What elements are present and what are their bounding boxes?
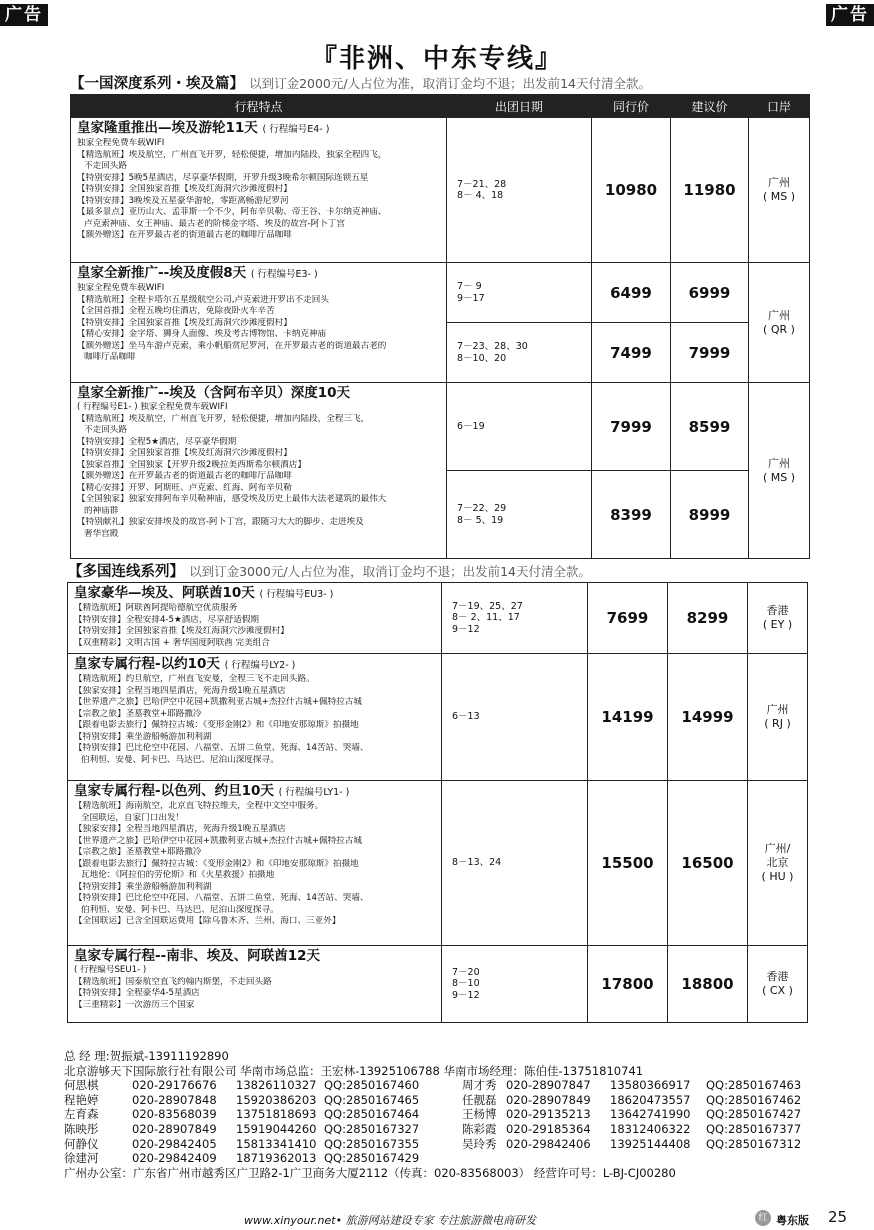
departure-date: 8－10、20 — [457, 352, 507, 364]
trip-detail-line: ( 行程编号SEU1- ) — [74, 965, 147, 975]
port-line: ( MS ) — [762, 190, 796, 203]
departure-dates — [442, 583, 588, 654]
table-row — [68, 654, 808, 781]
contact-field: 020-83568039 — [132, 1107, 217, 1122]
trip-detail-line: 【世界遗产之旅】巴哈伊空中花园+凯撒利亚古城+杰拉什古城+佩特拉古城 — [74, 697, 363, 707]
departure-dates — [442, 946, 588, 1023]
contact-row — [64, 1078, 824, 1093]
contact-field: 程艳婷 — [64, 1092, 99, 1107]
port-line: 北京 — [766, 856, 789, 869]
edition-label: 粤东版 — [776, 1214, 809, 1227]
trip-detail-line: 【特别安排】5晚5星酒店，尽享豪华假期，开罗升级3晚希尔顿国际连锁五星 — [77, 172, 369, 183]
trip-detail-line: 【特别安排】巴比伦空中花园、八福堂、五饼二鱼堂、死海、14苦站、哭墙、 — [74, 743, 369, 753]
contact-field: 陈彩霞 — [462, 1121, 497, 1136]
trip-detail-line: 不走回头路 — [84, 161, 127, 171]
departure-dates — [447, 471, 592, 559]
office-address: 广州办公室：广东省广州市越秀区广卫路2-1广卫商务大厦2112（传真：020-83568003） 经营许可号：L-BJ-CJ00280 — [64, 1165, 676, 1180]
departure-dates — [447, 263, 592, 323]
trip-detail-line: 的神庙群 — [84, 505, 119, 516]
trip-code: ( 行程编号E4- ) — [262, 124, 330, 135]
departure-port — [748, 654, 808, 781]
peer-price: 14199 — [588, 654, 668, 781]
contact-field: 陈映彤 — [64, 1121, 99, 1136]
page-number: 25 — [828, 1208, 848, 1226]
trip-detail-line: 【精心安排】开罗、阿斯旺、卢克索、红海、阿布辛贝勒 — [77, 482, 292, 493]
trip-detail-line: 【特别安排】全程豪华4-5星酒店 — [74, 988, 200, 998]
retail-price: 8999 — [671, 471, 749, 559]
trip-detail-line: 【额外赠送】在开罗最古老的街道最古老的咖啡厅品咖啡 — [77, 230, 292, 240]
contact-row — [64, 1122, 824, 1137]
trip-detail-line: 【额外赠送】坐马车游卢克索，乘小帆船赏尼罗河，在开罗最古老的街道最古老的 — [77, 340, 387, 351]
table-row — [68, 946, 808, 1023]
section2-heading — [68, 560, 591, 581]
departure-dates — [442, 654, 588, 781]
section1-note: 以到订金2000元/人占位为准，取消订金均不退；出发前14天付清全款。 — [249, 76, 651, 91]
departure-date: 7－20 — [452, 966, 480, 978]
port-line: 广州 — [768, 456, 790, 470]
section1-title: 【一国深度系列・埃及篇】 — [70, 76, 244, 92]
table-header-row — [71, 95, 810, 118]
trip-code: ( 行程编号E3- ) — [250, 269, 318, 280]
trip-description — [68, 583, 442, 654]
contact-field: 020-29176676 — [132, 1078, 217, 1093]
trip-description — [68, 781, 442, 946]
contact-field: 周才秀 — [462, 1078, 497, 1093]
table-row — [71, 263, 810, 323]
section1-heading — [70, 72, 651, 93]
company-line: 北京游够天下国际旅行社有限公司 华南市场总监：王宏林-13925106788 华南市场经理：陈伯佳-13751810741 — [64, 1063, 644, 1078]
contact-row — [64, 1093, 824, 1108]
contact-field: 020-28907849 — [132, 1121, 217, 1136]
departure-port — [749, 263, 810, 383]
departure-dates — [447, 118, 592, 263]
port-line: ( RJ ) — [764, 717, 791, 730]
contact-field: 15920386203 — [236, 1092, 317, 1107]
trip-detail-line: 【特别安排】全国独家首推【埃及红海洞穴沙滩度假村】 — [77, 317, 292, 328]
retail-price: 8299 — [668, 583, 748, 654]
trip-detail-line: 【精选航班】埃及航空，广州直飞开罗，轻松便捷，增加内陆段，独家全程四飞， — [77, 149, 387, 160]
trip-detail-line: 奢华宫殿 — [84, 528, 119, 539]
retail-price: 14999 — [668, 654, 748, 781]
section2-note: 以到订金3000元/人占位为准，取消订金均不退；出发前14天付清全款。 — [189, 564, 591, 579]
table-row — [71, 383, 810, 471]
port-line: ( CX ) — [762, 984, 793, 997]
contact-field: QQ:2850167462 — [706, 1092, 802, 1107]
table-row — [71, 118, 810, 263]
header-port: 口岸 — [749, 95, 810, 118]
trip-name: 皇家专属行程--南非、埃及、阿联酋12天 — [74, 948, 320, 964]
trip-detail-line: 独家全程免费车载WIFI — [77, 283, 165, 293]
peer-price: 17800 — [588, 946, 668, 1023]
trip-detail-line: 【特别安排】全国独家首推【埃及红海洞穴沙滩度假村】 — [74, 626, 289, 636]
contact-field: 18620473557 — [610, 1092, 691, 1107]
departure-date: 8－13、24 — [452, 857, 502, 869]
trip-detail-line: 【特别安排】3晚埃及五星豪华游轮，零距离畅游尼罗河 — [77, 195, 289, 206]
contact-field: 020-29842406 — [506, 1136, 591, 1151]
contact-field: 020-28907847 — [506, 1078, 591, 1093]
departure-date: 7－ 9 — [457, 281, 482, 292]
section2-title: 【多国连线系列】 — [68, 564, 184, 580]
retail-price: 6999 — [671, 263, 749, 323]
trip-detail-line: 【宗教之旅】圣墓教堂+耶路撒冷 — [74, 708, 202, 719]
trip-title — [74, 783, 437, 801]
trip-detail-line: 卢克索神庙、女王神庙、最古老的阶梯金字塔、埃及的故宫-阿卜丁宫 — [84, 218, 345, 229]
trip-detail-line: 全国联运，自家门口出发！ — [81, 812, 185, 823]
trip-detail-line: 【特别安排】乘坐游船畅游加利利湖 — [74, 881, 212, 892]
port-line: ( QR ) — [763, 322, 795, 336]
contact-field: 020-29842405 — [132, 1136, 217, 1151]
trip-detail-line: 【特别安排】巴比伦空中花园、八福堂、五饼二鱼堂、死海、14苦站、哭墙、 — [74, 893, 369, 903]
trip-description — [68, 654, 442, 781]
contact-field: QQ:2850167327 — [324, 1121, 420, 1136]
trip-detail-line: 伯利恒、安曼、阿卡巴、马达巴、尼泊山深度探寻。 — [81, 754, 279, 765]
departure-date: 7－22、29 — [457, 503, 507, 514]
trip-detail-line: 【世界遗产之旅】巴哈伊空中花园+凯撒利亚古城+杰拉什古城+佩特拉古城 — [74, 835, 363, 846]
trip-name: 皇家隆重推出—埃及游轮11天 — [77, 120, 258, 136]
trip-name: 皇家豪华—埃及、阿联酋10天 — [74, 585, 255, 601]
contact-field: 18312406322 — [610, 1121, 691, 1136]
footer-slogan: www.xinyour.net• 旅游网站建设专家 专注旅游微电商研发 — [244, 1214, 537, 1227]
trip-code: ( 行程编号LY2- ) — [224, 660, 296, 671]
trip-title — [77, 385, 442, 402]
table-row — [68, 781, 808, 946]
peer-price: 15500 — [588, 781, 668, 946]
trip-detail-line: 【精选航班】约旦航空，广州直飞安曼，全程三飞不走回头路。 — [74, 674, 315, 684]
trip-detail-line: 【特别安排】全国独家首推【埃及红海洞穴沙滩度假村】 — [77, 448, 292, 458]
departure-date: 6－19 — [457, 420, 485, 432]
trip-detail-line: 【精选航班】国泰航空直飞约翰内斯堡，不走回头路 — [74, 976, 272, 987]
port-line: ( EY ) — [762, 618, 793, 631]
contact-field: QQ:2850167463 — [706, 1078, 802, 1093]
departure-date: 6－13 — [452, 711, 480, 723]
trip-name: 皇家全新推广--埃及（含阿布辛贝）深度10天 — [77, 385, 350, 401]
port-line: 香港 — [766, 970, 789, 983]
port-line: 广州 — [766, 703, 789, 716]
trip-detail-line: 【全国独家】独家安排阿布辛贝勒神庙，感受埃及历史上最伟大法老建筑的最伟大 — [77, 494, 387, 504]
port-line: ( MS ) — [762, 470, 796, 484]
peer-price: 7999 — [592, 383, 671, 471]
trip-detail-line: 瓦地伦：《阿拉伯的劳伦斯》和《火星救援》拍摄地 — [81, 870, 275, 880]
departure-port — [748, 946, 808, 1023]
trip-title — [77, 120, 442, 138]
trip-detail-line: 【特别献礼】独家安排埃及的故宫-阿卜丁宫，跟随习大大的脚步、走进埃及 — [77, 517, 364, 527]
trip-detail-line: 【精选航班】全程卡塔尔五星级航空公司,卢克索进开罗出不走回头 — [77, 294, 329, 305]
departure-date: 8－ 4、18 — [457, 190, 504, 201]
trip-title — [74, 948, 437, 965]
peer-price: 10980 — [592, 118, 671, 263]
trip-detail-line: 独家全程免费车载WIFI — [77, 138, 165, 148]
departure-dates — [442, 781, 588, 946]
trip-detail-line: 【特别安排】全程5★酒店，尽享豪华假期 — [77, 436, 237, 447]
trip-detail-line: 【精选航班】埃及航空，广州直飞开罗，轻松便捷，增加内陆段，全程三飞， — [77, 413, 370, 424]
contact-row: 徐建河 020-29842409 18719362013 QQ:2850167429 — [64, 1151, 420, 1166]
trip-code: ( 行程编号LY1- ) — [278, 787, 350, 798]
departure-date: 7－23、28、30 — [457, 341, 528, 352]
departure-port — [749, 118, 810, 263]
header-peer-price: 同行价 — [592, 95, 671, 118]
contact-field: 何思棋 — [64, 1078, 99, 1093]
port-line: 香港 — [766, 604, 789, 617]
peer-price: 7699 — [588, 583, 668, 654]
trip-detail-line: 【跟着电影去旅行】佩特拉古城：《变形金刚2》和《印地安那琼斯》拍摄地 — [74, 858, 359, 869]
contact-field: QQ:2850167355 — [324, 1136, 420, 1151]
contact-field: 何静仪 — [64, 1136, 99, 1151]
contact-field: 15919044260 — [236, 1121, 317, 1136]
contact-field: QQ:2850167465 — [324, 1092, 420, 1107]
contact-field: QQ:2850167427 — [706, 1107, 802, 1122]
contact-field: 020-29185364 — [506, 1121, 591, 1136]
contact-field: 13826110327 — [236, 1078, 317, 1093]
retail-price: 7999 — [671, 323, 749, 383]
contact-field: QQ:2850167312 — [706, 1136, 802, 1151]
contact-field: 吴玲秀 — [462, 1136, 497, 1151]
departure-date: 7－21、28 — [457, 178, 507, 190]
peer-price: 6499 — [592, 263, 671, 323]
trip-description — [71, 263, 447, 383]
contact-row — [64, 1137, 824, 1152]
trip-detail-line: 【精选航班】海南航空，北京直飞特拉维夫，全程中文空中服务。 — [74, 801, 324, 811]
egypt-trips-table — [70, 94, 810, 559]
contact-field: 020-28907848 — [132, 1092, 217, 1107]
brand-logo-icon: 红 — [755, 1210, 771, 1226]
contact-field: 15813341410 — [236, 1136, 317, 1151]
departure-port — [749, 383, 810, 559]
trip-detail-line: 【宗教之旅】圣墓教堂+耶路撒冷 — [74, 847, 202, 857]
trip-detail-line: 伯利恒、安曼、阿卡巴、马达巴、尼泊山深度探寻。 — [81, 904, 279, 915]
contact-block — [64, 1049, 824, 1180]
trip-name: 皇家专属行程-以约10天 — [74, 656, 220, 672]
departure-dates — [447, 323, 592, 383]
ad-tag-left: 广告 — [0, 4, 48, 26]
trip-detail-line: 【独家首推】全国独家【开罗升级2晚拉美西斯希尔顿酒店】 — [77, 459, 306, 470]
trip-detail-line: 【特别安排】全国独家首推【埃及红海洞穴沙滩度假村】 — [77, 184, 292, 194]
port-line: ( HU ) — [761, 870, 794, 883]
trip-detail-line: 【精选航班】阿联酋阿提哈德航空优质服务 — [74, 603, 238, 613]
departure-port — [748, 781, 808, 946]
trip-description — [71, 383, 447, 559]
general-manager: 总 经 理:贺振斌-13911192890 — [64, 1049, 229, 1063]
contact-field: QQ:2850167460 — [324, 1078, 420, 1093]
contact-row — [64, 1107, 824, 1122]
retail-price: 18800 — [668, 946, 748, 1023]
page-title: 『非洲、中东专线』 — [310, 44, 563, 74]
departure-date: 9－12 — [452, 989, 480, 1001]
peer-price: 7499 — [592, 323, 671, 383]
header-itinerary: 行程特点 — [71, 95, 447, 118]
trip-detail-line: 【最多景点】亚历山大、孟菲斯一个不少，阿布辛贝勒、帝王谷、卡尔纳克神庙、 — [77, 207, 387, 217]
trip-title — [74, 656, 437, 674]
contact-field: QQ:2850167464 — [324, 1107, 420, 1122]
trip-name: 皇家专属行程-以色列、约旦10天 — [74, 783, 274, 799]
departure-date: 8－ 2、11、17 — [452, 612, 520, 624]
trip-detail-line: 【特别安排】乘坐游船畅游加利利湖 — [74, 731, 212, 742]
header-dates: 出团日期 — [447, 95, 592, 118]
trip-detail-line: 【独家安排】全程当地四星酒店，死海升级1晚五星酒店 — [74, 824, 286, 834]
trip-name: 皇家全新推广--埃及度假8天 — [77, 265, 247, 281]
trip-detail-line: 【三重精彩】一次游历三个国家 — [74, 999, 195, 1010]
trip-detail-line: 【全国首推】全程五晚均住酒店，免除夜卧火车辛苦 — [77, 306, 275, 316]
trip-detail-line: 【跟着电影去旅行】佩特拉古城：《变形金刚2》和《印地安那琼斯》拍摄地 — [74, 720, 359, 730]
trip-title — [77, 265, 442, 283]
departure-port — [748, 583, 808, 654]
trip-detail-line: 【独家安排】全程当地四星酒店，死海升级1晚五星酒店 — [74, 685, 286, 696]
trip-detail-line: 不走回头路 — [84, 425, 127, 435]
trip-description — [68, 946, 442, 1023]
trip-description — [71, 118, 447, 263]
trip-detail-line: ( 行程编号E1- ) 独家全程免费车载WIFI — [77, 402, 228, 412]
retail-price: 11980 — [671, 118, 749, 263]
trip-detail-line: 【精心安排】金字塔、狮身人面像、埃及考古博物馆、卡纳克神庙 — [77, 329, 327, 339]
contact-field: 020-28907849 — [506, 1092, 591, 1107]
contact-field: 020-29135213 — [506, 1107, 591, 1122]
header-retail-price: 建议价 — [671, 95, 749, 118]
table-row — [68, 583, 808, 654]
contact-field: 13580366917 — [610, 1078, 691, 1093]
port-line: 广州 — [768, 176, 790, 189]
retail-price: 8599 — [671, 383, 749, 471]
trip-detail-line: 【全国联运】已含全国联运费用【除乌鲁木齐、兰州、海口、三亚外】 — [74, 916, 341, 926]
contact-field: 左育森 — [64, 1107, 99, 1122]
trip-detail-line: 【额外赠送】在开罗最古老的街道最古老的咖啡厅品咖啡 — [77, 471, 292, 481]
contact-field: QQ:2850167377 — [706, 1121, 802, 1136]
departure-date: 8－ 5、19 — [457, 514, 504, 526]
departure-dates — [447, 383, 592, 471]
departure-date: 9－12 — [452, 623, 480, 635]
trip-detail-line: 【特别安排】全程安排4-5★酒店，尽享舒适假期 — [74, 614, 260, 625]
trip-code: ( 行程编号EU3- ) — [259, 589, 334, 600]
contact-field: 13925144408 — [610, 1136, 691, 1151]
trip-detail-line: 咖啡厅品咖啡 — [84, 352, 136, 362]
departure-date: 7－19、25、27 — [452, 600, 523, 612]
contact-field: 王杨博 — [462, 1107, 497, 1122]
port-line: 广州 — [768, 308, 790, 322]
departure-date: 8－10 — [452, 978, 480, 990]
trip-title — [74, 585, 437, 603]
multi-country-trips-table — [67, 582, 808, 1023]
contact-field: 13642741990 — [610, 1107, 691, 1122]
peer-price: 8399 — [592, 471, 671, 559]
ad-tag-right: 广告 — [826, 4, 874, 26]
port-line: 广州/ — [764, 842, 791, 855]
contact-field: 13751818693 — [236, 1107, 317, 1122]
contact-field: 任靓磊 — [462, 1092, 497, 1107]
departure-date: 9－17 — [457, 292, 485, 304]
retail-price: 16500 — [668, 781, 748, 946]
trip-detail-line: 【双重精彩】文明古国 + 奢华国度阿联酋 完美组合 — [74, 637, 270, 648]
